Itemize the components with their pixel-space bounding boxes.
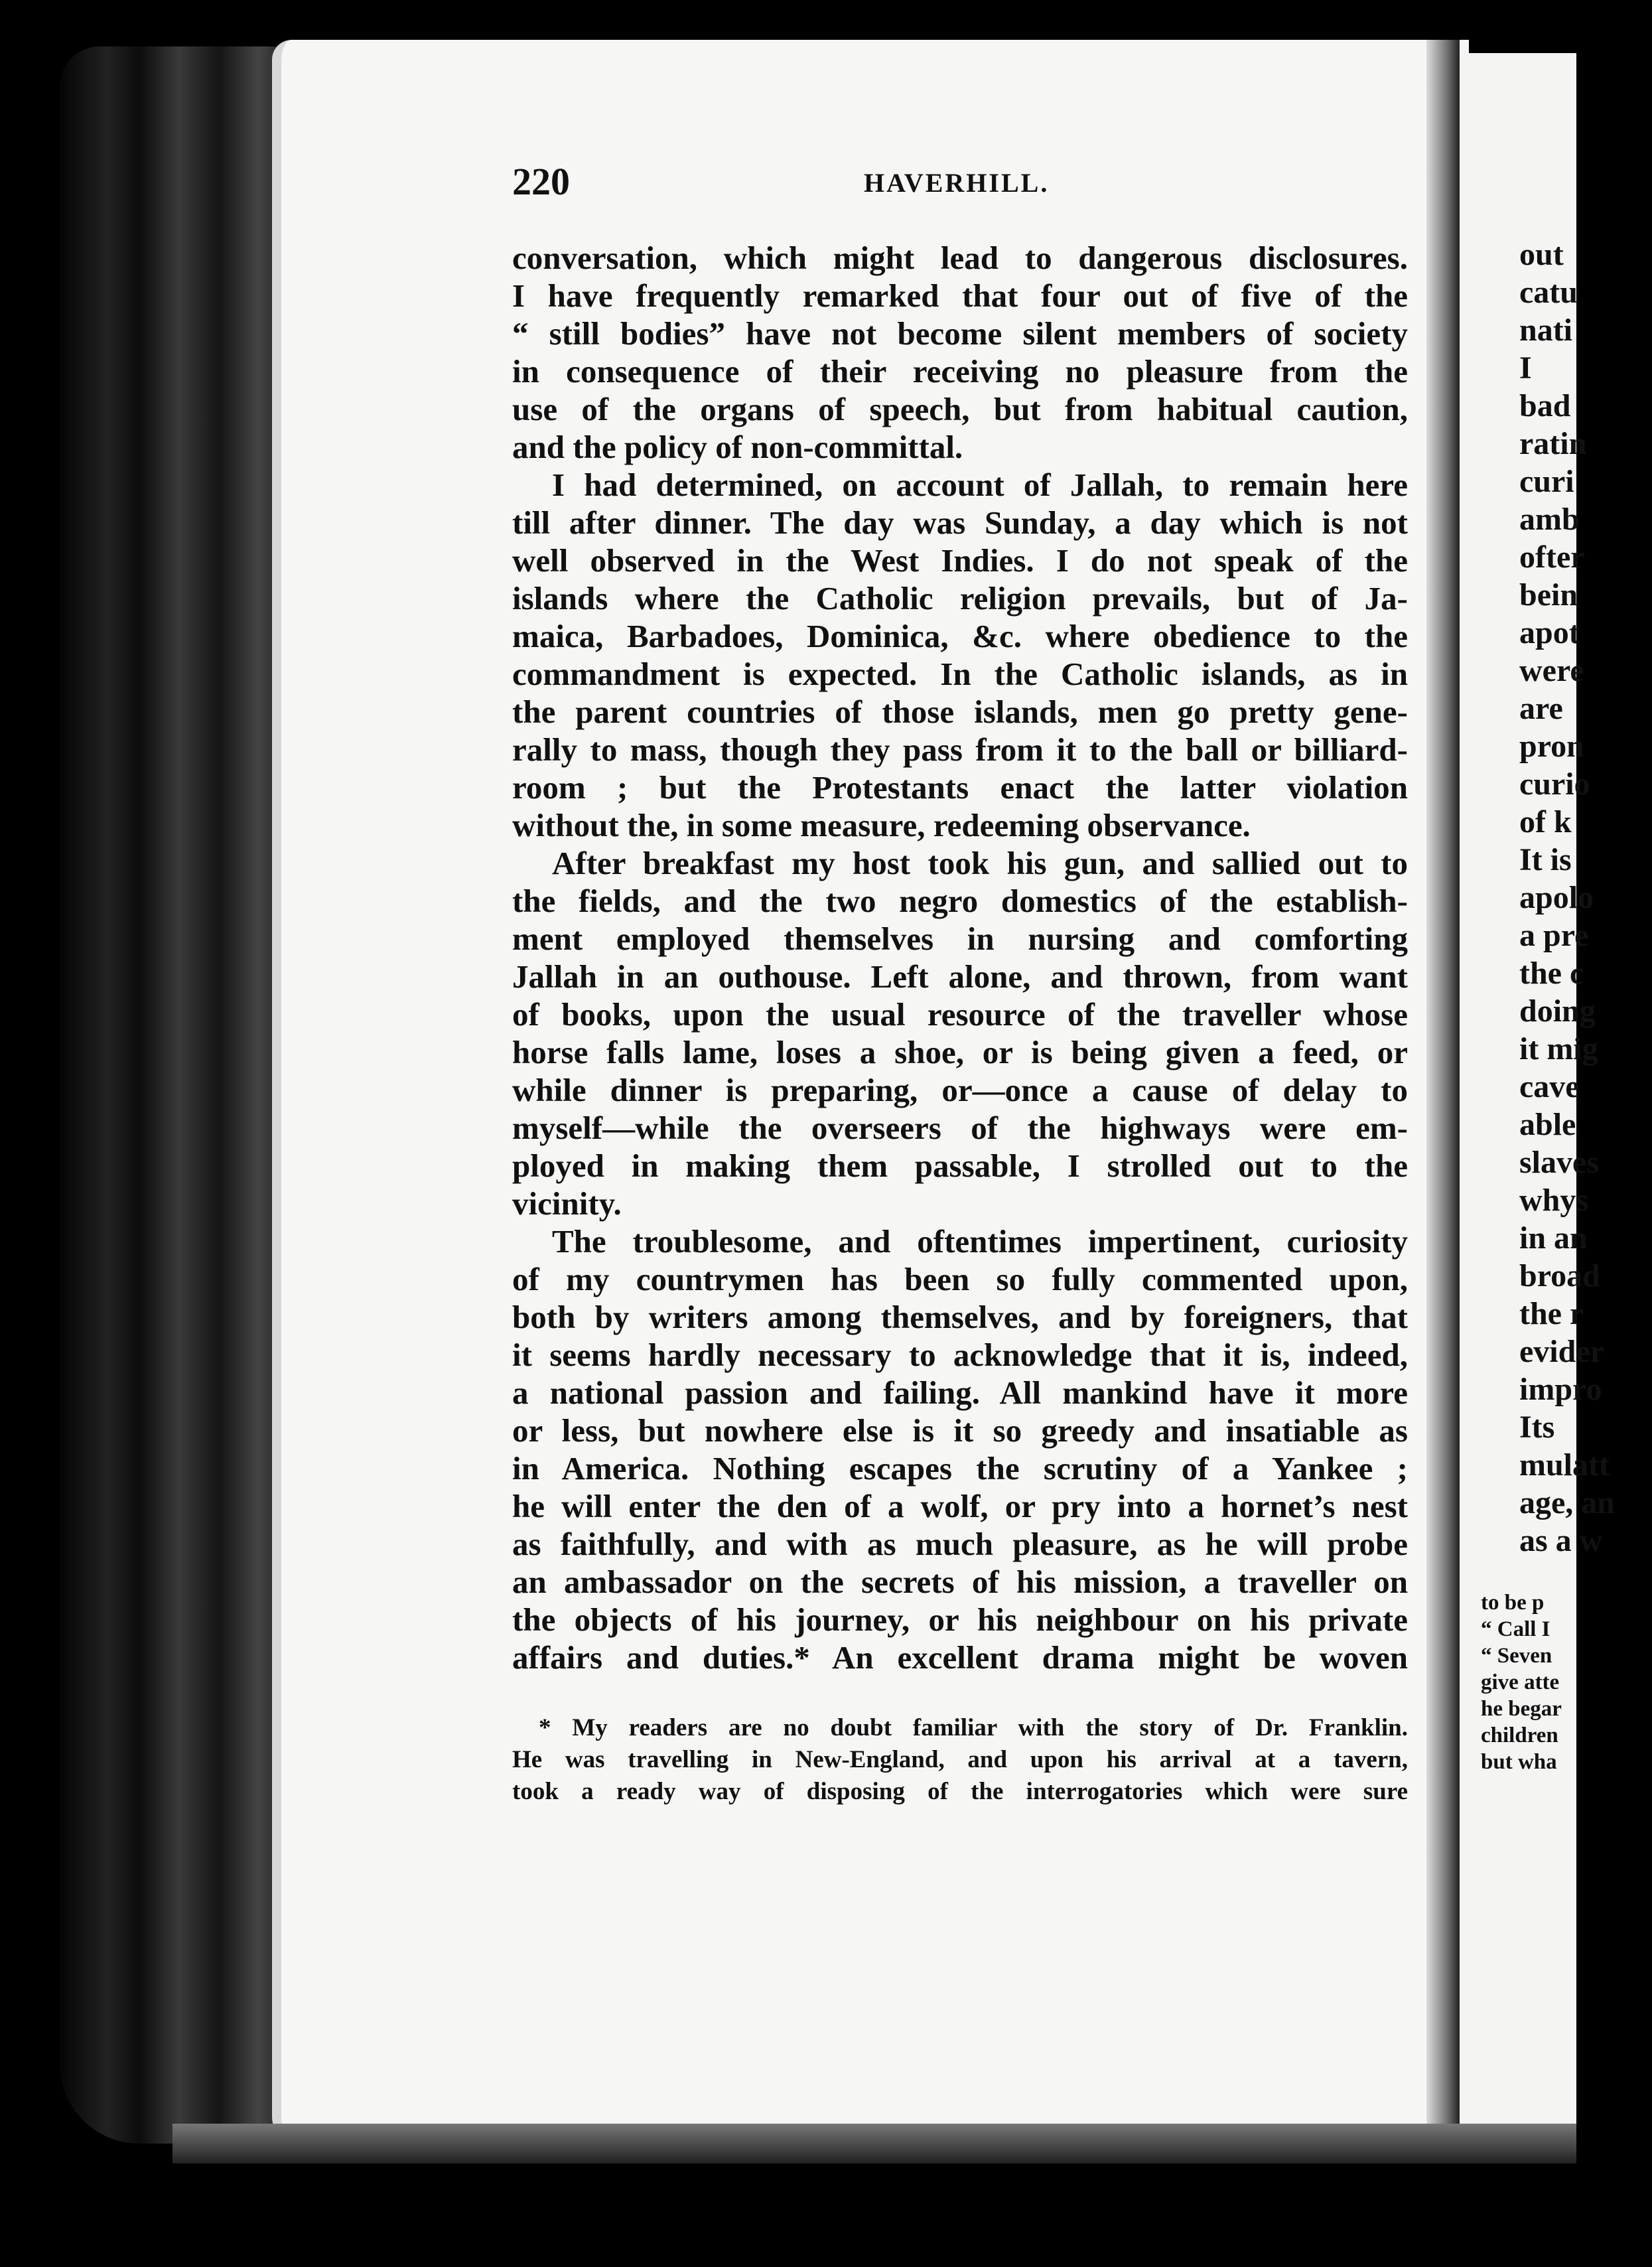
text-line: an ambassador on the secrets of his mission, a traveller on <box>512 1564 1408 1600</box>
facing-text-line: broad <box>1519 1258 1600 1293</box>
book-gutter <box>1426 40 1460 2150</box>
text-line: room ; but the Protestants enact the latter violation <box>512 769 1408 806</box>
text-line: horse falls lame, loses a shoe, or is being given a feed, or <box>512 1034 1408 1070</box>
facing-text-line: slaves <box>1519 1145 1599 1180</box>
facing-text-line: pron <box>1519 729 1584 764</box>
text-line: while dinner is preparing, or—once a cause of delay to <box>512 1072 1408 1108</box>
footnote-line: * My readers are no doubt familiar with the story of Dr. Franklin. <box>539 1714 1408 1741</box>
text-line: it seems hardly necessary to acknowledge that it is, indeed, <box>512 1337 1408 1373</box>
facing-text-line: are <box>1519 691 1563 726</box>
facing-text-line: Its <box>1519 1410 1555 1445</box>
text-line: and the policy of non-committal. <box>512 429 963 465</box>
text-line: Jallah in an outhouse. Left alone, and thrown, from want <box>512 958 1408 995</box>
body-text <box>512 239 1408 1676</box>
facing-text-line: the c <box>1519 956 1584 991</box>
text-line: After breakfast my host took his gun, and sallied out to <box>552 845 1408 881</box>
text-line: in America. Nothing escapes the scrutiny of a Yankee ; <box>512 1450 1408 1487</box>
facing-text-line: as a w <box>1519 1523 1603 1558</box>
facing-text-line: ofter <box>1519 540 1585 575</box>
text-line: he will enter the den of a wolf, or pry into a hornet’s nest <box>512 1488 1408 1524</box>
facing-text-line: doing <box>1519 993 1596 1029</box>
text-line: the fields, and the two negro domestics of the establish- <box>512 883 1408 919</box>
facing-text-line: in an <box>1519 1220 1588 1256</box>
text-line: myself—while the overseers of the highways were em- <box>512 1110 1408 1146</box>
text-line: islands where the Catholic religion prevails, but of Ja- <box>512 580 1408 617</box>
bottom-page-edge <box>172 2124 1576 2163</box>
footnote-line: He was travelling in New-England, and upon his arrival at a tavern, <box>512 1746 1408 1773</box>
facing-text-line: of k <box>1519 804 1572 840</box>
text-line: I had determined, on account of Jallah, to remain here <box>552 467 1408 503</box>
text-line: The troublesome, and oftentimes impertinent, curiosity <box>552 1223 1408 1260</box>
facing-text-line: were <box>1519 653 1584 688</box>
text-line: “ still bodies” have not become silent members of society <box>512 315 1408 352</box>
text-line: till after dinner. The day was Sunday, a day which is not <box>512 504 1408 541</box>
facing-text-line: ratin <box>1519 426 1587 461</box>
facing-footnote-line: children <box>1481 1723 1558 1747</box>
running-title: HAVERHILL. <box>864 168 1050 198</box>
facing-text-line: it mig <box>1519 1031 1598 1066</box>
text-line: a national passion and failing. All mankind have it more <box>512 1374 1408 1411</box>
text-line: ment employed themselves in nursing and comforting <box>512 920 1408 957</box>
footnote-line: took a ready way of disposing of the interrogatories which were sure <box>512 1778 1408 1805</box>
text-line: both by writers among themselves, and by foreigners, that <box>512 1299 1408 1335</box>
text-line: ployed in making them passable, I strolled out to the <box>512 1147 1408 1184</box>
facing-text-line: impro <box>1519 1372 1602 1407</box>
facing-text-line: mulatt <box>1519 1447 1610 1483</box>
facing-text-line: cave <box>1519 1069 1580 1104</box>
facing-text-line: curio <box>1519 767 1590 802</box>
facing-text-line: apolo <box>1519 880 1594 915</box>
facing-text-line: nati <box>1519 313 1573 348</box>
facing-text-line: bein <box>1519 577 1578 613</box>
text-line: I have frequently remarked that four out of five of the <box>512 277 1408 314</box>
text-line: maica, Barbadoes, Dominica, &c. where obedience to the <box>512 618 1408 654</box>
facing-footnote-line: but wha <box>1481 1750 1557 1774</box>
facing-text-line: catu <box>1519 275 1578 310</box>
facing-text-line: I <box>1519 350 1532 386</box>
text-line: in consequence of their receiving no pleasure from the <box>512 353 1408 390</box>
facing-text-line: bad <box>1519 388 1571 423</box>
footnote <box>512 1712 1408 1808</box>
text-line: vicinity. <box>512 1185 622 1222</box>
text-line: the objects of his journey, or his neighbour on his private <box>512 1601 1408 1638</box>
facing-page-text <box>1519 236 1652 1560</box>
facing-text-line: amb <box>1519 502 1580 537</box>
facing-footnote-line: to be p <box>1481 1591 1545 1615</box>
facing-footnote-line: give atte <box>1481 1670 1560 1694</box>
text-line: or less, but nowhere else is it so greedy and insatiable as <box>512 1412 1408 1449</box>
facing-footnote-line: “ Seven <box>1481 1644 1552 1668</box>
facing-text-line: able <box>1519 1107 1576 1142</box>
page-number: 220 <box>512 160 570 203</box>
facing-text-line: evider <box>1519 1334 1604 1369</box>
facing-text-line: whys <box>1519 1183 1589 1218</box>
facing-page-footnote <box>1481 1589 1562 1775</box>
text-line: without the, in some measure, redeeming observance. <box>512 807 1251 843</box>
facing-text-line: a pre <box>1519 918 1589 953</box>
facing-text-line: the r <box>1519 1296 1584 1331</box>
text-line: the parent countries of those islands, men go pretty gene- <box>512 694 1408 730</box>
running-head <box>512 159 1408 206</box>
facing-text-line: age, an <box>1519 1485 1615 1520</box>
text-line: well observed in the West Indies. I do not speak of the <box>512 542 1408 579</box>
facing-footnote-line: “ Call I <box>1481 1617 1550 1641</box>
facing-text-line: It is <box>1519 842 1572 877</box>
text-line: conversation, which might lead to dangerous disclosures. <box>512 240 1408 276</box>
text-line: commandment is expected. In the Catholic islands, as in <box>512 656 1408 692</box>
facing-footnote-line: he begar <box>1481 1697 1562 1721</box>
facing-text-line: curi <box>1519 464 1574 499</box>
text-line: use of the organs of speech, but from habitual caution, <box>512 391 1408 427</box>
text-line: rally to mass, though they pass from it to the ball or billiard- <box>512 731 1408 768</box>
facing-text-line: apot <box>1519 615 1580 650</box>
facing-text-line: out <box>1519 237 1564 272</box>
text-line: of books, upon the usual resource of the traveller whose <box>512 996 1408 1033</box>
text-line: as faithfully, and with as much pleasure, as he will probe <box>512 1526 1408 1562</box>
text-line: affairs and duties.* An excellent drama might be woven <box>512 1639 1408 1676</box>
text-line: of my countrymen has been so fully commented upon, <box>512 1261 1408 1297</box>
